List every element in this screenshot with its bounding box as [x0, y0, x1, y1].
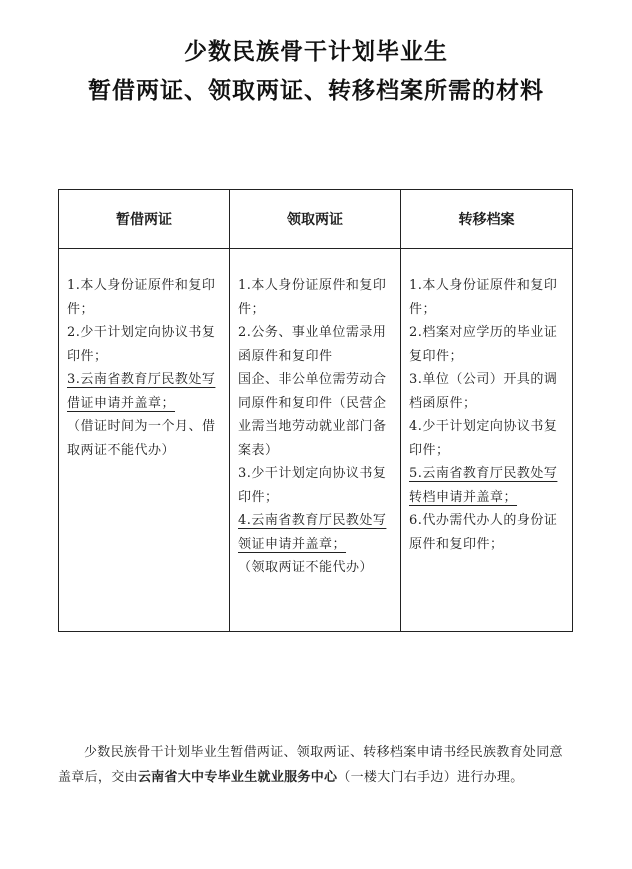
transfer-materials-cell	[401, 249, 573, 632]
table-header-row	[59, 190, 573, 249]
material-item: 3.少干计划定向协议书复印件；	[238, 466, 387, 505]
material-item: 1.本人身份证原件和复印件；	[238, 278, 387, 317]
material-item: 4.云南省教育厅民教处写领证申请并盖章；	[238, 513, 387, 552]
material-item: 4.少干计划定向协议书复印件；	[409, 419, 558, 458]
page-title-line2: 暂借两证、领取两证、转移档案所需的材料	[88, 78, 544, 104]
footer-text-before: 少数民族骨干计划毕业生暂借两证、领取两证、转移档案申请书经民族教育处同意盖章后，交由	[58, 745, 563, 785]
material-item: 2.少干计划定向协议书复印件；	[67, 325, 216, 364]
page-title-line1: 少数民族骨干计划毕业生	[184, 39, 448, 65]
footer-service-center: 云南省大中专毕业生就业服务中心	[137, 770, 338, 785]
materials-table	[58, 189, 573, 632]
footer-note	[58, 740, 574, 790]
material-item: （借证时间为一个月、借取两证不能代办）	[67, 419, 216, 458]
material-item: 国企、非公单位需劳动合同原件和复印件（民营企业需当地劳动就业部门备案表）	[238, 372, 387, 458]
material-item: 6.代办需代办人的身份证原件和复印件；	[409, 513, 558, 552]
material-item: 1.本人身份证原件和复印件；	[67, 278, 216, 317]
column-header-borrow: 暂借两证	[59, 190, 230, 249]
footer-text-after: （一楼大门右手边）进行办理。	[337, 770, 524, 785]
material-item: 1.本人身份证原件和复印件；	[409, 278, 558, 317]
material-item: 5.云南省教育厅民教处写转档申请并盖章；	[409, 466, 558, 505]
column-header-collect: 领取两证	[230, 190, 401, 249]
material-item: 3.单位（公司）开具的调档函原件；	[409, 372, 558, 411]
borrow-materials-cell	[59, 249, 230, 632]
material-item: 2.公务、事业单位需录用函原件和复印件	[238, 325, 387, 364]
table-body-row	[59, 249, 573, 632]
material-item: （领取两证不能代办）	[238, 560, 374, 575]
column-header-transfer: 转移档案	[401, 190, 573, 249]
material-item: 3.云南省教育厅民教处写借证申请并盖章；	[67, 372, 216, 411]
collect-materials-cell	[230, 249, 401, 632]
material-item: 2.档案对应学历的毕业证复印件；	[409, 325, 558, 364]
